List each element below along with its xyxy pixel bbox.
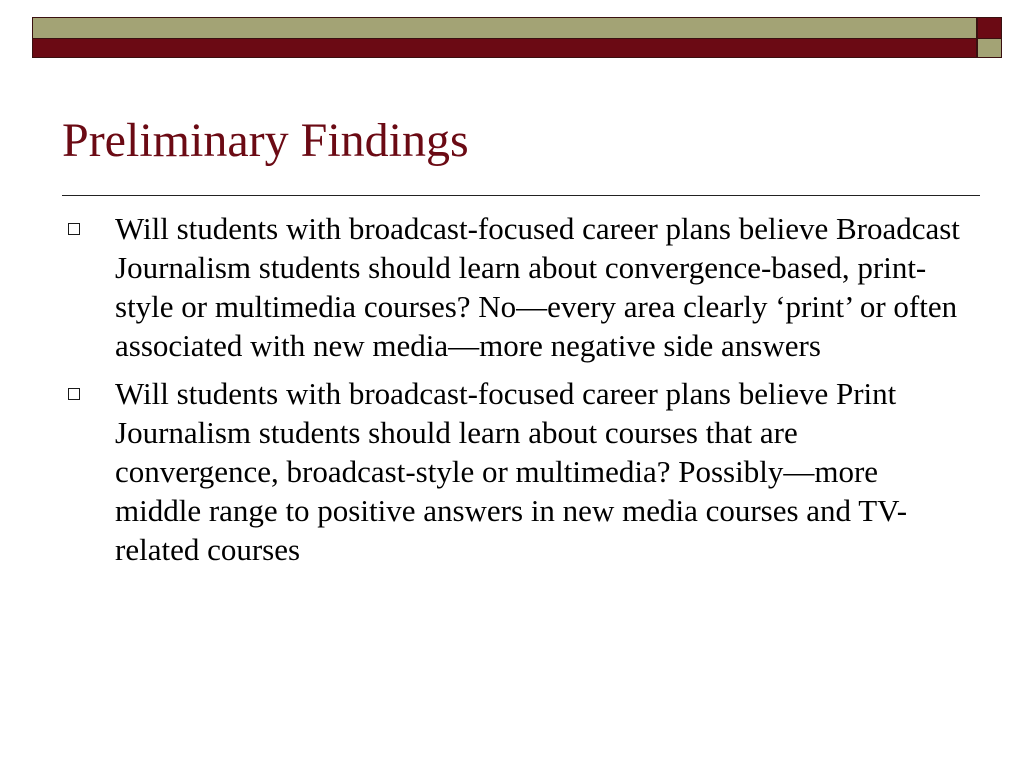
hollow-square-bullet-icon <box>68 223 80 235</box>
bullet-item <box>64 209 964 365</box>
header-band-maroon <box>32 39 977 58</box>
header-corner-square-olive <box>977 39 1002 58</box>
bullet-text: Will students with broadcast-focused career plans believe Print Journalism students should learn about courses that are convergence, broadcast-style or multimedia? Possibly—more middle range to positive answers in new media courses and TV-related courses <box>115 376 908 567</box>
header-band-olive <box>32 17 977 39</box>
slide-title: Preliminary Findings <box>62 114 469 167</box>
bullet-text: Will students with broadcast-focused career plans believe Broadcast Journalism students should learn about convergence-based, print-style or multimedia courses? No—every area clearly ‘print’ or often associated with new media—more negative side answers <box>115 211 960 363</box>
hollow-square-bullet-icon <box>68 388 80 400</box>
header-corner-square-maroon <box>977 17 1002 39</box>
bullet-list <box>64 209 964 578</box>
title-divider <box>62 195 980 196</box>
bullet-item <box>64 374 964 569</box>
